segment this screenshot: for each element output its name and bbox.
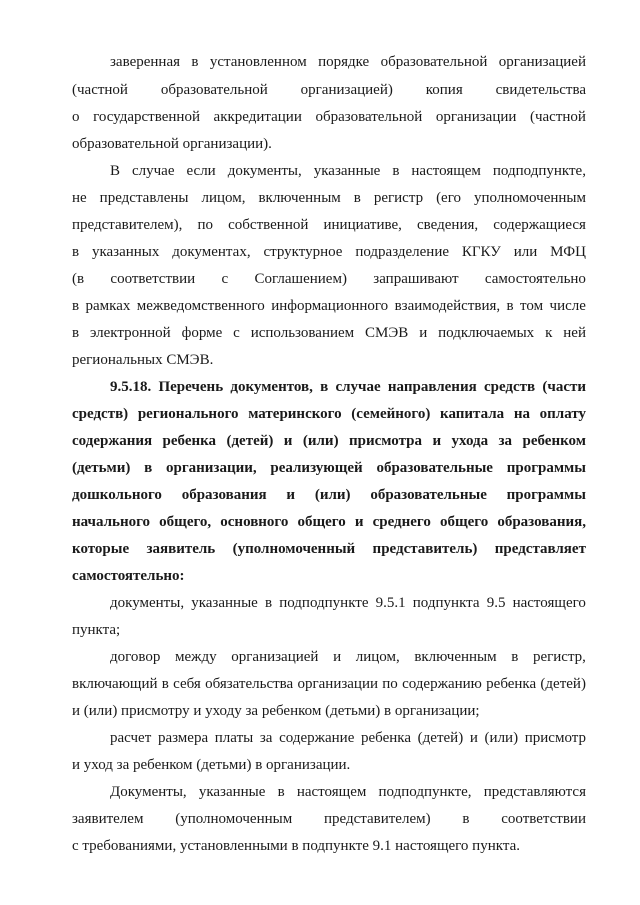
word: за	[498, 433, 513, 449]
word: программы	[506, 487, 586, 503]
word: в	[144, 460, 153, 476]
word: Соглашением)	[254, 271, 347, 287]
word: образовательной	[315, 109, 423, 125]
text-line	[72, 188, 586, 208]
word: СМЭВ	[365, 325, 409, 341]
word: Перечень	[158, 379, 224, 395]
word: присмотр	[524, 730, 586, 746]
word: регистр	[373, 190, 424, 206]
word: с	[233, 325, 240, 341]
word: в	[511, 649, 519, 665]
word: начального	[72, 514, 151, 530]
word: в	[72, 244, 80, 260]
word: собственной	[228, 217, 309, 233]
word: ребенка	[162, 433, 217, 449]
word: лицом,	[201, 190, 246, 206]
section-heading-line: самостоятельно:	[72, 568, 185, 584]
word: договор	[110, 649, 161, 665]
word: сведения,	[417, 217, 479, 233]
text-line	[72, 107, 586, 127]
word: (семейного)	[351, 406, 431, 422]
word: и	[286, 487, 296, 503]
word: содержанию	[402, 676, 482, 692]
word: направления	[387, 379, 477, 395]
word: включенным	[258, 190, 341, 206]
word: присмотра	[349, 433, 423, 449]
word: среднего	[372, 514, 431, 530]
section-heading-line	[72, 431, 586, 451]
word: и	[333, 649, 342, 665]
list-item-line: и уход за ребенком (детьми) в организации.	[72, 757, 351, 773]
word: общего,	[159, 514, 212, 530]
word: аккредитации	[213, 109, 302, 125]
word: расчет	[110, 730, 152, 746]
word: общего	[439, 514, 489, 530]
word: ребенка	[361, 730, 412, 746]
word: рамках	[85, 298, 131, 314]
word: организацией	[231, 649, 319, 665]
word: самостоятельно	[484, 271, 586, 287]
section-heading-line	[72, 485, 586, 505]
word: с	[221, 271, 229, 287]
word: подключаемых	[438, 325, 535, 341]
word: в	[320, 379, 329, 395]
word: (части	[542, 379, 586, 395]
text-line: региональных СМЭВ.	[72, 352, 214, 368]
word: числе	[549, 298, 586, 314]
text-line	[72, 242, 586, 262]
word: образовательные	[376, 460, 493, 476]
word: организации	[435, 109, 517, 125]
word: заверенная	[110, 54, 181, 70]
word: регистр,	[532, 649, 586, 665]
word: (детей)	[226, 433, 274, 449]
text-line	[72, 809, 586, 829]
word: в	[191, 54, 199, 70]
word: о	[72, 109, 80, 125]
word: за	[259, 730, 273, 746]
word: программы	[506, 460, 586, 476]
word: реализующей	[270, 460, 363, 476]
word: уполномоченным	[473, 190, 586, 206]
word: государственной	[93, 109, 200, 125]
word: содержания	[72, 433, 153, 449]
list-item-line	[110, 647, 586, 667]
word: документов,	[230, 379, 313, 395]
word: информационного	[271, 298, 389, 314]
word: в	[161, 676, 169, 692]
word: форме	[181, 325, 223, 341]
text-line	[72, 269, 586, 289]
word: подподпункте,	[378, 784, 472, 800]
word: Документы,	[110, 784, 187, 800]
text-line	[72, 215, 586, 235]
word: представителем)	[323, 811, 431, 827]
word: указанные	[313, 163, 381, 179]
word: в	[392, 163, 400, 179]
word: организацией)	[300, 82, 393, 98]
word: общего	[297, 514, 346, 530]
word: по	[382, 676, 398, 692]
word: (или)	[302, 433, 339, 449]
word: настоящего	[512, 595, 586, 611]
word: основного	[220, 514, 289, 530]
word: установленном	[209, 54, 307, 70]
word: включенным	[414, 649, 497, 665]
word: (его	[436, 190, 461, 206]
word: включающий	[72, 676, 158, 692]
section-heading-line	[72, 458, 586, 478]
word: настоящем	[411, 163, 481, 179]
word: документы,	[110, 595, 185, 611]
word: (частной	[529, 109, 586, 125]
word: материнского	[248, 406, 342, 422]
word: (детьми)	[72, 460, 131, 476]
word: ребенком	[522, 433, 586, 449]
word: средств)	[72, 406, 129, 422]
word: подразделение	[355, 244, 450, 260]
word: и	[354, 514, 364, 530]
word: между	[175, 649, 217, 665]
text-line	[110, 161, 586, 181]
word: образовательные	[370, 487, 487, 503]
word: платы	[214, 730, 254, 746]
word: образования,	[497, 514, 586, 530]
word: и	[419, 325, 428, 341]
word: В	[110, 163, 121, 179]
word: средств	[483, 379, 536, 395]
word: представляются	[483, 784, 586, 800]
list-item-line	[110, 593, 586, 613]
word: (уполномоченным	[175, 811, 293, 827]
word: запрашивают	[373, 271, 459, 287]
text-line	[72, 80, 586, 100]
word: КГКУ	[461, 244, 501, 260]
word: соответствии	[110, 271, 196, 287]
word: межведомственного	[136, 298, 265, 314]
word: копия	[425, 82, 463, 98]
word: заявитель	[146, 541, 216, 557]
list-item-line	[110, 728, 586, 748]
word: организации,	[165, 460, 257, 476]
word: (частной	[72, 82, 128, 98]
word: обязательства	[205, 676, 294, 692]
word: случае	[132, 163, 175, 179]
word: указанные	[198, 784, 266, 800]
word: 9.5	[486, 595, 506, 611]
word: лицом,	[355, 649, 400, 665]
word: (или)	[314, 487, 351, 503]
word: представителем),	[72, 217, 183, 233]
word: к	[545, 325, 553, 341]
word: в	[506, 298, 514, 314]
word: в	[353, 190, 361, 206]
word: и	[283, 433, 293, 449]
word: и	[469, 730, 478, 746]
word: содержащиеся	[493, 217, 586, 233]
word: организацией	[498, 54, 586, 70]
word: представитель)	[372, 541, 478, 557]
word: в	[462, 811, 470, 827]
word: указанные	[191, 595, 258, 611]
word: взаимодействия,	[394, 298, 501, 314]
word: и	[432, 433, 442, 449]
list-item-line: пункта;	[72, 622, 121, 638]
word: (или)	[484, 730, 519, 746]
text-line	[72, 296, 586, 316]
word: если	[186, 163, 216, 179]
word: подподпункте	[279, 595, 369, 611]
list-item-line: и (или) присмотру и уходу за ребенком (детьми) в организации;	[72, 703, 480, 719]
word: себя	[173, 676, 201, 692]
section-heading-line	[72, 512, 586, 532]
word: (в	[72, 271, 85, 287]
word: документах,	[172, 244, 251, 260]
word: не	[72, 190, 87, 206]
text-line: образовательной организации).	[72, 136, 272, 152]
word: 9.5.1	[375, 595, 406, 611]
word: порядке	[318, 54, 370, 70]
word: (детей)	[417, 730, 464, 746]
word: подподпункте,	[492, 163, 586, 179]
word: капитала	[440, 406, 505, 422]
word: в	[264, 595, 273, 611]
word: или	[513, 244, 538, 260]
word: электронной	[89, 325, 171, 341]
word: свидетельства	[495, 82, 586, 98]
word: по	[197, 217, 214, 233]
word: подпункта	[412, 595, 480, 611]
word: размера	[157, 730, 209, 746]
word: МФЦ	[550, 244, 586, 260]
word: ребенка	[486, 676, 537, 692]
word: ней	[563, 325, 586, 341]
word: которые	[72, 541, 130, 557]
list-item-line	[72, 674, 586, 694]
section-heading-line	[110, 377, 586, 397]
word: заявителем	[72, 811, 144, 827]
text-line	[110, 52, 586, 72]
word: на	[513, 406, 530, 422]
word: 9.5.18.	[110, 379, 152, 395]
word: (детей)	[540, 676, 586, 692]
word: содержание	[279, 730, 355, 746]
word: дошкольного	[72, 487, 162, 503]
word: образовательной	[160, 82, 268, 98]
word: использованием	[250, 325, 355, 341]
word: структурное	[263, 244, 343, 260]
word: представляет	[494, 541, 586, 557]
text-line: с требованиями, установленными в подпункте 9.1 настоящего пункта.	[72, 838, 520, 854]
word: образования	[181, 487, 267, 503]
word: в	[72, 325, 80, 341]
word: оплату	[539, 406, 586, 422]
word: настоящем	[296, 784, 367, 800]
word: в	[277, 784, 285, 800]
word: представлены	[99, 190, 189, 206]
text-line	[72, 323, 586, 343]
section-heading-line	[72, 404, 586, 424]
word: указанных	[91, 244, 160, 260]
section-heading-line	[72, 539, 586, 559]
word: (уполномоченный	[232, 541, 356, 557]
word: организации	[297, 676, 379, 692]
word: документы,	[227, 163, 302, 179]
word: том	[520, 298, 544, 314]
word: случае	[335, 379, 381, 395]
text-line	[110, 782, 586, 802]
word: образовательной	[380, 54, 488, 70]
word: в	[72, 298, 80, 314]
word: ухода	[451, 433, 489, 449]
word: инициативе,	[323, 217, 402, 233]
word: соответствии	[501, 811, 586, 827]
word: регионального	[137, 406, 239, 422]
